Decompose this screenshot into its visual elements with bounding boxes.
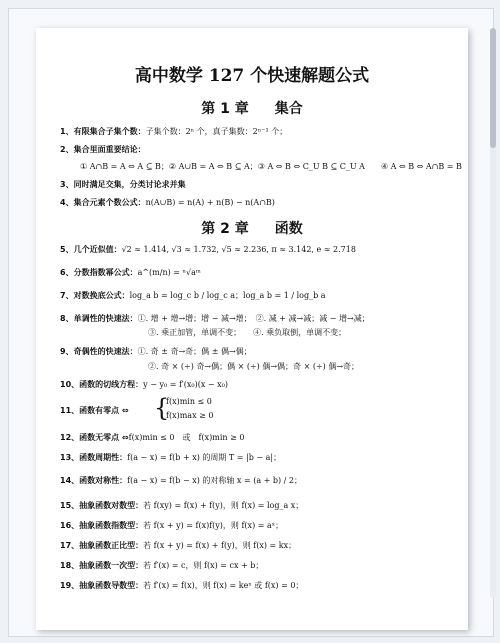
formula-2-label: 2、集合里面重要结论：: [60, 145, 146, 154]
chapter-2-heading: [36, 218, 468, 238]
formula-7-label: 7、对数换底公式：: [60, 291, 130, 300]
formula-17-content: 若 f(x + y) = f(x) + f(y)，则 f(x) = kx；: [143, 541, 297, 550]
formula-11-top: f(x)min ≤ 0: [166, 397, 212, 406]
formula-4-content: n(A∪B) = n(A) + n(B) − n(A∩B): [145, 198, 275, 207]
formula-14: [60, 475, 458, 486]
formula-13: [60, 452, 458, 463]
formula-8-label: 8、单调性的快速法：: [60, 314, 138, 323]
chapter-1-name: 集合: [274, 101, 303, 117]
formula-5-label: 5、几个近似值：: [60, 245, 122, 254]
formula-16: [60, 520, 458, 531]
formula-11-label: 11、函数有零点 ⇔: [60, 406, 129, 415]
formula-10: [60, 379, 458, 390]
formula-9-continuation: ②. 奇 × (÷) 奇→偶；偶 × (÷) 偶→偶；奇 × (÷) 偶→奇；: [148, 362, 360, 371]
formula-15: [60, 500, 458, 511]
formula-3: [60, 179, 458, 190]
formula-3-label: 3、同时满足交集，分类讨论求并集: [60, 180, 186, 189]
formula-19-label: 19、抽象函数导数型：: [60, 581, 144, 590]
formula-12: [60, 432, 458, 443]
formula-9-label: 9、奇偶性的快速法：: [60, 347, 138, 356]
formula-18-content: 若 f′(x) = c，则 f(x) = cx + b；: [143, 561, 264, 570]
formula-15-content: 若 f(xy) = f(x) + f(y)，则 f(x) = log_a x；: [143, 501, 304, 510]
document-page: [36, 28, 468, 630]
formula-13-content: f(a − x) = f(b + x) 的周期 T = |b − a|；: [127, 453, 282, 462]
formula-17-label: 17、抽象函数正比型：: [60, 541, 144, 550]
formula-12-label: 12、函数无零点 ⇔: [60, 433, 129, 442]
formula-6-label: 6、分数指数幂公式：: [60, 268, 138, 277]
formula-17: [60, 540, 458, 551]
chapter-2-name: 函数: [274, 221, 303, 237]
page-title: 高中数学 127 个快速解题公式: [134, 66, 370, 86]
formula-18: [60, 560, 458, 571]
formula-2: [60, 144, 458, 155]
chapter-1-number: 第 1 章: [201, 101, 249, 117]
formula-1-content: 子集个数：2ⁿ 个，真子集数：2ⁿ⁻¹ 个；: [145, 127, 288, 136]
formula-6-content: a^(m/n) = ⁿ√aᵐ: [137, 268, 201, 277]
formula-19-content: 若 f′(x) = f(x)，则 f(x) = keˣ 或 f(x) = 0；: [143, 581, 304, 590]
formula-11-brace: {: [154, 394, 170, 422]
formula-10-content: y − y₀ = f′(x₀)(x − x₀): [143, 380, 228, 389]
formula-16-label: 16、抽象函数指数型：: [60, 521, 144, 530]
formula-6: [60, 267, 458, 278]
formula-1: [60, 126, 458, 137]
formula-8-continuation: ③. 乘正加管，单调不变； ④. 乘负取倒，单调不变；: [148, 328, 347, 337]
vertical-scrollbar[interactable]: [490, 28, 496, 598]
chapter-1-heading: [36, 98, 468, 118]
formula-9-content: ①. 奇 ± 奇→奇；偶 ± 偶→偶；: [137, 347, 252, 356]
formula-7: [60, 290, 458, 301]
formula-12-content: f(x)min ≤ 0 或 f(x)min ≥ 0: [128, 433, 245, 442]
formula-16-content: 若 f(x + y) = f(x)f(y)，则 f(x) = aˣ；: [143, 521, 284, 530]
chapter-2-number: 第 2 章: [201, 221, 249, 237]
formula-11-bottom: f(x)max ≥ 0: [166, 411, 214, 420]
formula-8: [60, 313, 458, 324]
formula-13-label: 13、函数周期性：: [60, 453, 128, 462]
formula-15-label: 15、抽象函数对数型：: [60, 501, 144, 510]
scrollbar-thumb[interactable]: [490, 28, 496, 148]
formula-8-content: ①. 增 + 增→增；增 − 减→增； ②. 减 + 减→减；减 − 增→减；: [137, 314, 370, 323]
formula-11: [60, 405, 458, 416]
formula-2-content: ① A∩B = A ⇔ A ⊆ B；② A∪B = A ⇔ B ⊆ A；③ A ⇔ B ⇔ C_U B ⊆ C_U A ④ A ⇔ B ⇔ A∩B = B: [80, 162, 462, 171]
formula-4: [60, 197, 458, 208]
formula-14-label: 14、函数对称性：: [60, 476, 128, 485]
formula-19: [60, 580, 458, 591]
formula-5-content: √2 ≈ 1.414, √3 ≈ 1.732, √5 ≈ 2.236, π ≈ 3.142, e ≈ 2.718: [121, 245, 356, 254]
formula-14-content: f(a − x) = f(b − x) 的对称轴 x = (a + b) / 2；: [127, 476, 303, 485]
formula-1-label: 1、有限集合子集个数：: [60, 127, 146, 136]
formula-9: [60, 346, 458, 357]
formula-5: [60, 244, 458, 255]
formula-18-label: 18、抽象函数一次型：: [60, 561, 144, 570]
formula-10-label: 10、函数的切线方程：: [60, 380, 144, 389]
formula-4-label: 4、集合元素个数公式：: [60, 198, 146, 207]
formula-7-content: log_a b = log_c b / log_c a；log_a b = 1 / log_b a: [129, 291, 326, 300]
